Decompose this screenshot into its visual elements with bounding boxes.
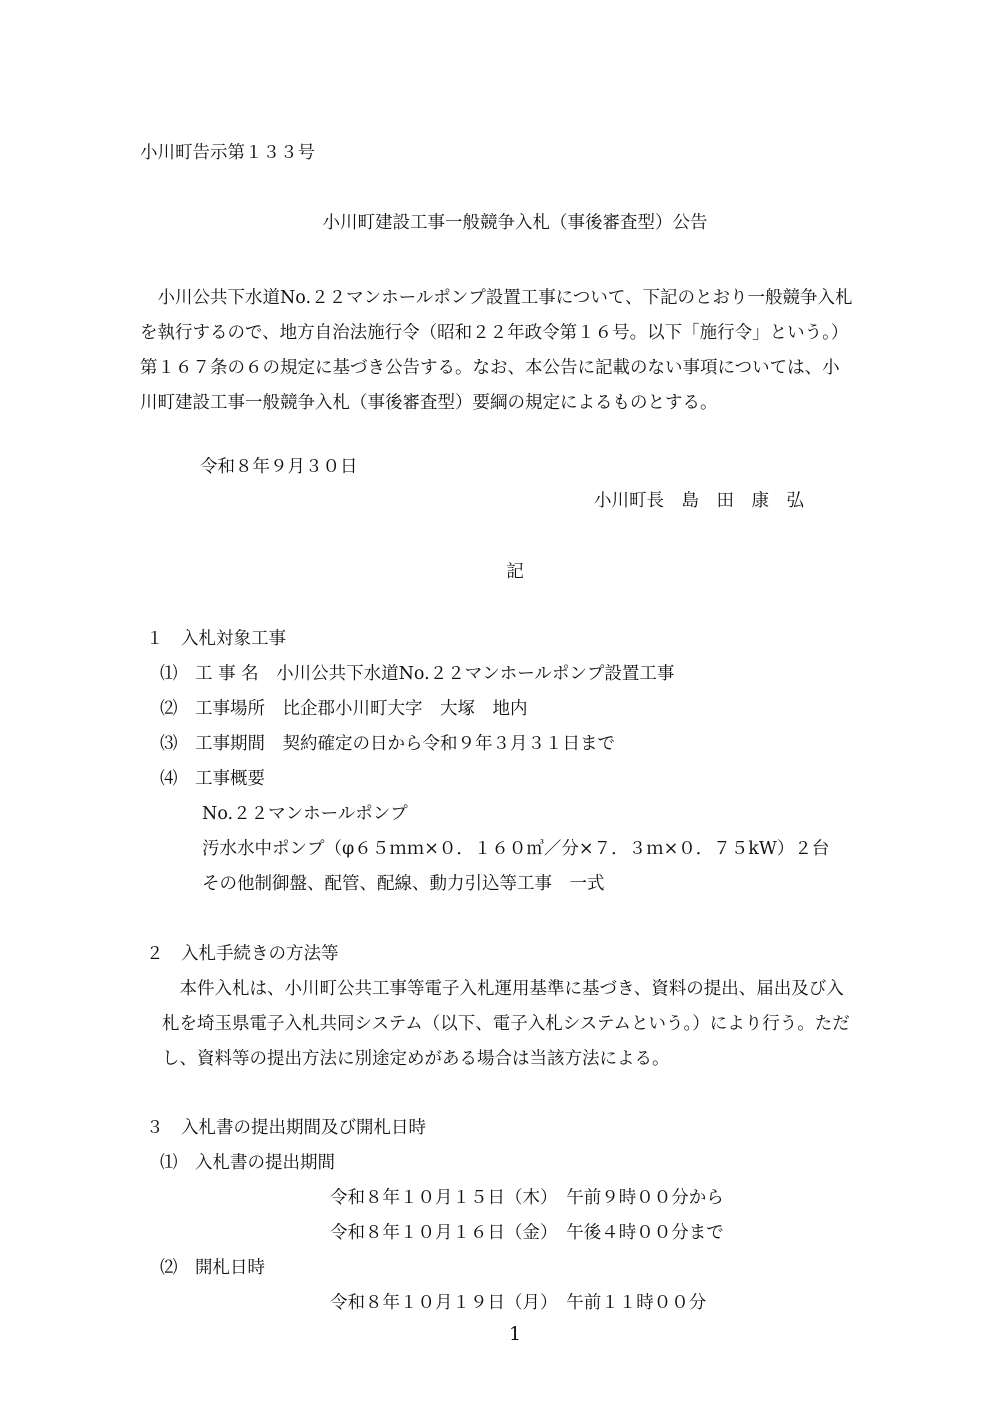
intro-line: を執行するので、地方自治法施行令（昭和２２年政令第１６号。以下「施行令」という。） <box>140 323 849 343</box>
section1-item-location: ⑵ 工事場所 比企郡小川町大字 大塚 地内 <box>160 699 528 719</box>
section1-item-overview: ⑷ 工事概要 <box>160 769 265 789</box>
section3-heading: ３ 入札書の提出期間及び開札日時 <box>146 1118 426 1138</box>
submission-start: 令和８年１０月１５日（木） 午前９時００分から <box>330 1188 724 1208</box>
overview-line: No.２２マンホールポンプ <box>202 804 408 824</box>
section1-heading: １ 入札対象工事 <box>146 629 286 649</box>
section1-item-name: ⑴ 工 事 名 小川公共下水道No.２２マンホールポンプ設置工事 <box>160 664 675 684</box>
section1-item-period: ⑶ 工事期間 契約確定の日から令和９年３月３１日まで <box>160 734 615 754</box>
intro-paragraph <box>140 281 890 421</box>
section2-line: し、資料等の提出方法に別途定めがある場合は当該方法による。 <box>162 1049 670 1069</box>
section2-line: 本件入札は、小川町公共工事等電子入札運用基準に基づき、資料の提出、届出及び入 <box>162 979 844 999</box>
section3-item-period: ⑴ 入札書の提出期間 <box>160 1153 335 1173</box>
document-title: 小川町建設工事一般競争入札（事後審査型）公告 <box>322 213 708 233</box>
section2-line: 札を埼玉県電子入札共同システム（以下、電子入札システムという。）により行う。ただ <box>162 1014 850 1034</box>
intro-line: 小川公共下水道No.２２マンホールポンプ設置工事について、下記のとおり一般競争入札 <box>140 288 853 308</box>
intro-line: 川町建設工事一般競争入札（事後審査型）要綱の規定によるものとする。 <box>140 393 718 413</box>
overview-line: 汚水水中ポンプ（φ６５ｍｍ×０．１６０㎥／分×７．３ｍ×０．７５kW）２台 <box>202 839 830 859</box>
overview-line: その他制御盤、配管、配線、動力引込等工事 一式 <box>202 874 605 894</box>
opening-datetime: 令和８年１０月１９日（月） 午前１１時００分 <box>330 1293 707 1313</box>
notice-date: 令和８年９月３０日 <box>200 457 358 477</box>
notice-number: 小川町告示第１３３号 <box>140 143 315 163</box>
section3-item-opening: ⑵ 開札日時 <box>160 1258 265 1278</box>
ki-heading: 記 <box>506 562 524 582</box>
page-number: 1 <box>508 1323 522 1345</box>
section2-heading: ２ 入札手続きの方法等 <box>146 944 339 964</box>
mayor-signature-line: 小川町長 島 田 康 弘 <box>594 491 804 511</box>
intro-line: 第１６７条の６の規定に基づき公告する。なお、本公告に記載のない事項については、小 <box>140 358 840 378</box>
submission-end: 令和８年１０月１６日（金） 午後４時００分まで <box>330 1223 724 1243</box>
